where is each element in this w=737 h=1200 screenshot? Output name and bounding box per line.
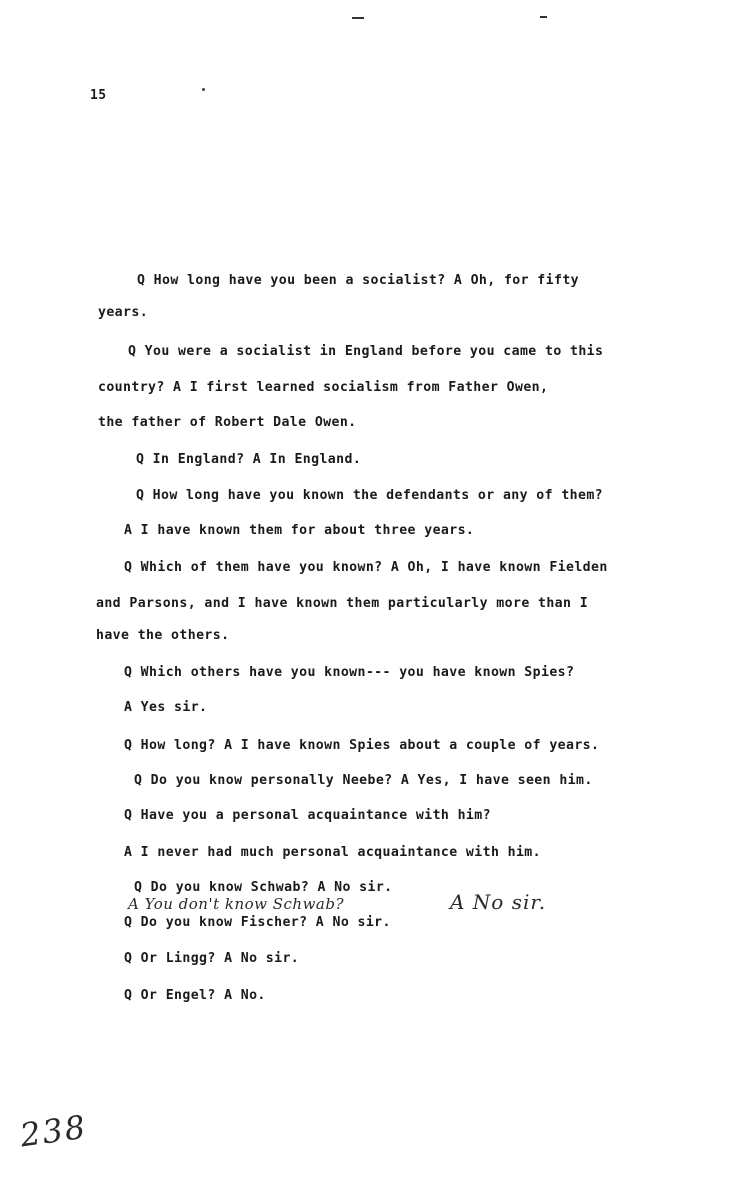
- transcript-line: Q Do you know personally Neebe? A Yes, I have seen him.: [134, 773, 593, 788]
- transcript-line: A I have known them for about three years.: [124, 523, 475, 538]
- transcript-line: Q How long? A I have known Spies about a couple of years.: [124, 738, 600, 753]
- transcript-line: Q How long have you known the defendants or any of them?: [136, 488, 604, 503]
- handwritten-folio-number: 238: [17, 1107, 90, 1155]
- transcript-line: Q In England? A In England.: [136, 452, 362, 467]
- transcript-line: Q Or Lingg? A No sir.: [124, 951, 300, 966]
- transcript-line: Q Do you know Fischer? A No sir.: [124, 915, 391, 930]
- handwritten-answer: A No sir.: [450, 890, 547, 914]
- transcript-line: Q Do you know Schwab? A No sir.: [134, 880, 393, 895]
- transcript-line: country? A I first learned socialism from Father Owen,: [98, 380, 549, 395]
- transcript-line: Q Which others have you known--- you have known Spies?: [124, 665, 575, 680]
- transcript-line: and Parsons, and I have known them particularly more than I: [96, 596, 589, 611]
- transcript-line: A Yes sir.: [124, 700, 208, 715]
- transcript-line: A I never had much personal acquaintance with him.: [124, 845, 541, 860]
- handwritten-question: A You don't know Schwab?: [128, 895, 345, 913]
- transcript-line: have the others.: [96, 628, 230, 643]
- transcript-line: Q You were a socialist in England before you came to this: [128, 344, 604, 359]
- top-mark: [352, 17, 364, 19]
- page-number: 15: [90, 88, 107, 103]
- transcript-line: Q How long have you been a socialist? A Oh, for fifty: [137, 273, 579, 288]
- stray-dot: [202, 88, 205, 91]
- top-mark-2: [540, 16, 547, 18]
- transcript-line: the father of Robert Dale Owen.: [98, 415, 357, 430]
- transcript-line: Q Or Engel? A No.: [124, 988, 266, 1003]
- transcript-line: Q Which of them have you known? A Oh, I have known Fielden: [124, 560, 608, 575]
- transcript-line: Q Have you a personal acquaintance with him?: [124, 808, 491, 823]
- transcript-line: years.: [98, 305, 149, 320]
